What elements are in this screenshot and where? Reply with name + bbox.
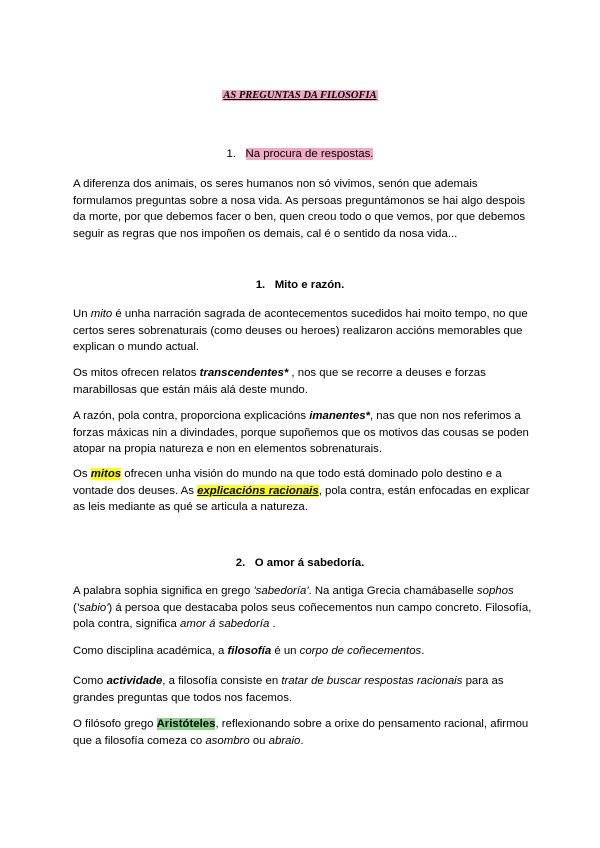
- paragraph-actividade: Como actividade, a filosofía consiste en tratar de buscar respostas racionais para as grandes preguntas que todos nos facemos.: [73, 675, 504, 704]
- paragraph-sophia: A palabra sophia significa en grego 'sabedoría'. Na antiga Grecia chamábaselle sophos ('sabio') á persoa que destacaba polos seus coñecementos nun campo concreto. Filosofía, pola contra, significa amor á sabedoría .: [73, 585, 532, 630]
- highlight-aristoteles: Aristóteles: [156, 718, 216, 730]
- section-heading-mito-e-razon: [0, 277, 600, 294]
- section-heading-na-procura: [0, 146, 600, 163]
- section-label: O amor á sabedoría.: [254, 557, 365, 569]
- paragraph-mitos-vs-razon: Os mitos ofrecen unha visión do mundo na que todo está dominado polo destino e a vontade dos deuses. As explicacións racionais, pola contra, están enfocadas en explicar as leis mediante as qué se articula a natureza.: [73, 468, 530, 513]
- term-imanentes: imanentes*: [309, 410, 370, 422]
- section-number: 1.: [255, 279, 266, 291]
- section-heading-amor-sabedoria: [0, 555, 600, 572]
- paragraph-disciplina: Como disciplina académica, a filosofía é un corpo de coñecementos.: [73, 645, 425, 657]
- term-filosofia: filosofía: [227, 645, 272, 657]
- highlight-mitos: mitos: [90, 468, 122, 480]
- section-label: Mito e razón.: [274, 279, 345, 291]
- term-actividade: actividade: [106, 675, 163, 687]
- paragraph-intro: A diferenza dos animais, os seres humanos non só vivimos, senón que ademais formulamos preguntas sobre a nosa vida. As persoas preguntámonos se hai algo despois da morte, por que debemos facer o ben, quen creou todo o que vemos, por que debemos seguir as regras que nos impoñen os demais, cal é o sentido da nosa vida...: [73, 178, 526, 240]
- term-mito: mito: [90, 308, 113, 320]
- paragraph-razon: A razón, pola contra, proporciona explicacións imanentes*, nas que non nos referimos a forzas máxicas nin a divindades, porque supoñemos que os motivos das cousas se poden atopar na propia natureza e non en elementos sobrenaturais.: [73, 410, 529, 455]
- section-number: 1.: [226, 148, 237, 160]
- term-transcendentes: transcendentes*: [199, 367, 289, 379]
- section-label: Na procura de respostas.: [245, 148, 374, 160]
- section-number: 2.: [235, 557, 246, 569]
- highlight-explicacions-racionais: explicacións racionais: [197, 484, 319, 497]
- paragraph-aristoteles: O filósofo grego Aristóteles, reflexionando sobre a orixe do pensamento racional, afirmou que a filosofía comeza co asombro ou abraio.: [73, 718, 529, 747]
- paragraph-transcendentes: Os mitos ofrecen relatos transcendentes* , nos que se recorre a deuses e forzas marabillosas que están máis alá deste mundo.: [73, 367, 486, 396]
- document-title: AS PREGUNTAS DA FILOSOFIA: [223, 90, 377, 101]
- paragraph-mito: Un mito é unha narración sagrada de acontecementos sucedidos hai moito tempo, no que certos seres sobrenaturais (como deuses ou heroes) realizaron accións memorables que explican o mundo actual.: [73, 308, 528, 353]
